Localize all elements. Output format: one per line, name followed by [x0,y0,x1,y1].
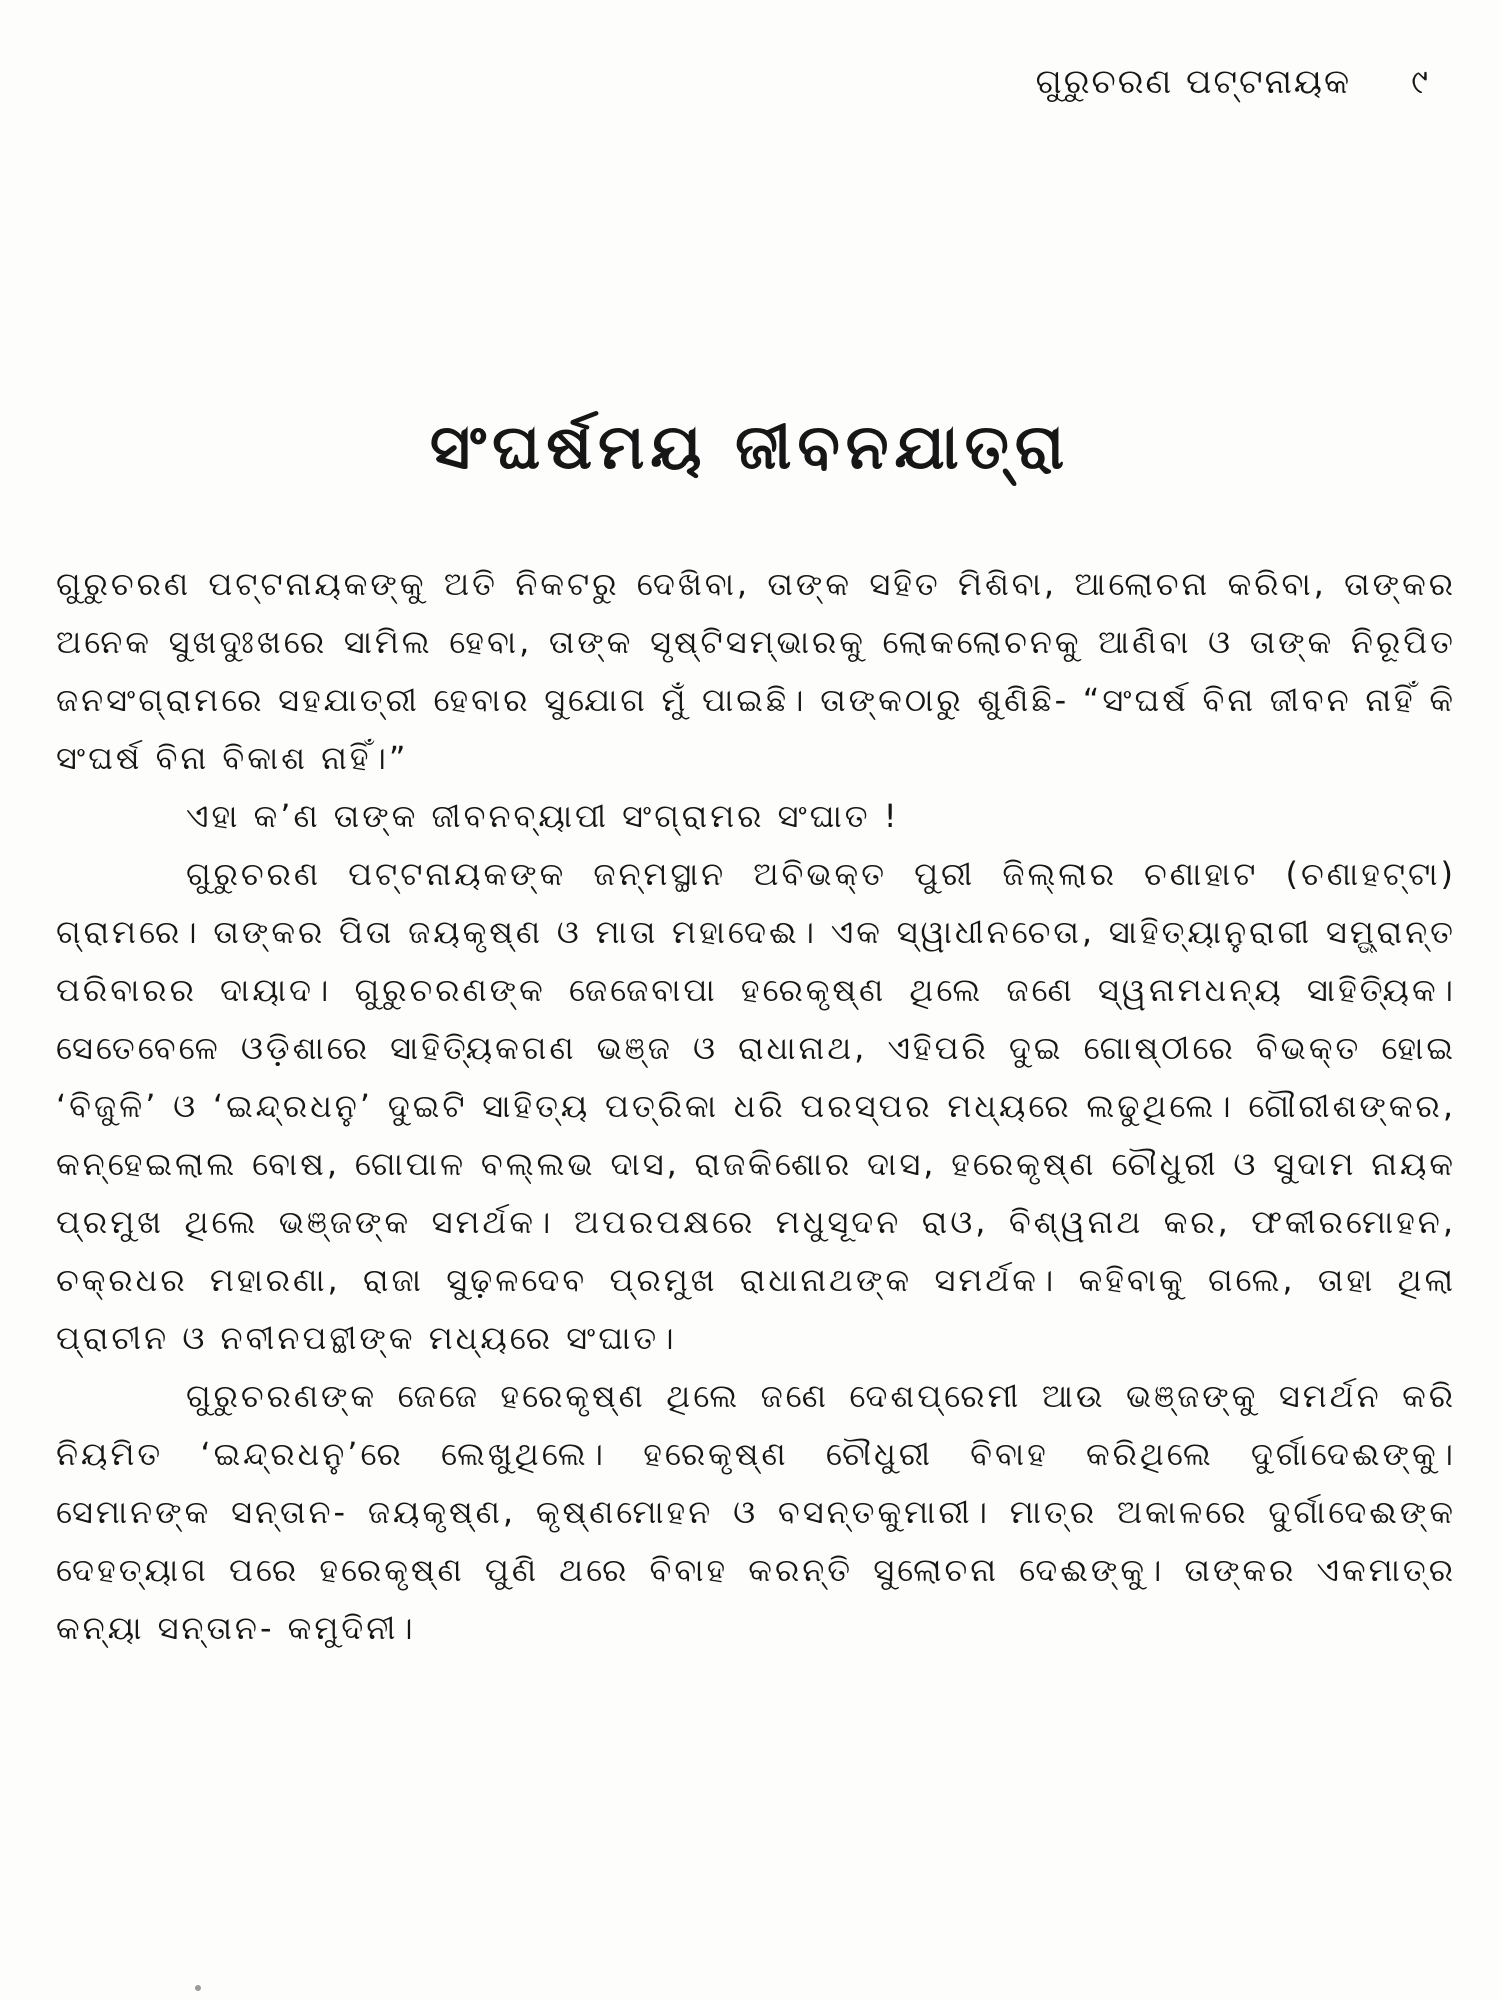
running-title: ଗୁରୁଚରଣ ପଟ୍ଟନାୟକ [1035,62,1352,102]
paragraph: ଏହା କ’ଣ ତାଙ୍କ ଜୀବନବ୍ୟାପୀ ସଂଗ୍ରାମର ସଂଘାତ ! [186,797,900,835]
chapter-title: ସଂଘର୍ଷମୟ ଜୀବନଯାତ୍ରା [429,410,1071,483]
running-header [1036,62,1430,102]
page-number: ୯ [1411,62,1430,102]
body-text [56,555,1456,1657]
paragraph: ଗୁରୁଚରଣଙ୍କ ଜେଜେ ହରେକୃଷ୍ଣ ଥିଲେ ଜଣେ ଦେଶପ୍ରେମୀ ଆଉ ଭଞ୍ଜଙ୍କୁ ସମର୍ଥନ କରି ନିୟମିତ ‘ଇନ୍ଦ୍ରଧନୁ’ରେ ଲେଖୁଥିଲେ। ହରେକୃଷ୍ଣ ଚୌଧୁରୀ ବିବାହ କରିଥିଲେ ଦୁର୍ଗାଦେଈଙ୍କୁ। ସେମାନଙ୍କ ସନ୍ତାନ- ଜୟକୃଷ୍ଣ, କୃଷ୍ଣମୋହନ ଓ ବସନ୍ତକୁମାରୀ। ମାତ୍ର ଅକାଳରେ ଦୁର୍ଗାଦେଈଙ୍କ ଦେହତ୍ୟାଗ ପରେ ହରେକୃଷ୍ଣ ପୁଣି ଥରେ ବିବାହ କରନ୍ତି ସୁଲୋଚନା ଦେଈଙ୍କୁ। ତାଙ୍କର ଏକମାତ୍ର କନ୍ୟା ସନ୍ତାନ- କମୁଦିନୀ। [56,1377,1456,1647]
paragraph: ଗୁରୁଚରଣ ପଟ୍ଟନାୟକଙ୍କୁ ଅତି ନିକଟରୁ ଦେଖିବା, ତାଙ୍କ ସହିତ ମିଶିବା, ଆଲୋଚନା କରିବା, ତାଙ୍କର ଅନେକ ସୁଖଦୁଃଖରେ ସାମିଲ ହେବା, ତାଙ୍କ ସୃଷ୍ଟିସମ୍ଭାରକୁ ଲୋକଲୋଚନକୁ ଆଣିବା ଓ ତାଙ୍କ ନିରୂପିତ ଜନସଂଗ୍ରାମରେ ସହଯାତ୍ରୀ ହେବାର ସୁଯୋଗ ମୁଁ ପାଇଛି। ତାଙ୍କଠାରୁ ଶୁଣିଛି- “ସଂଘର୍ଷ ବିନା ଜୀବନ ନାହିଁ କି ସଂଘର୍ଷ ବିନା ବିକାଶ ନାହିଁ।” [56,565,1456,777]
paragraph: ଗୁରୁଚରଣ ପଟ୍ଟନାୟକଙ୍କ ଜନ୍ମସ୍ଥାନ ଅବିଭକ୍ତ ପୁରୀ ଜିଲ୍ଲାର ଚଣାହାଟ (ଚଣାହଟ୍ଟା) ଗ୍ରାମରେ। ତାଙ୍କର ପିତା ଜୟକୃଷ୍ଣ ଓ ମାତା ମହାଦେଈ। ଏକ ସ୍ୱାଧୀନଚେତା, ସାହିତ୍ୟାନୁରାଗୀ ସମ୍ଭ୍ରାନ୍ତ ପରିବାରର ଦାୟାଦ। ଗୁରୁଚରଣଙ୍କ ଜେଜେବାପା ହରେକୃଷ୍ଣ ଥିଲେ ଜଣେ ସ୍ୱନାମଧନ୍ୟ ସାହିତ୍ୟିକ। ସେତେବେଳେ ଓଡ଼ିଶାରେ ସାହିତ୍ୟିକଗଣ ଭଞ୍ଜ ଓ ରାଧାନାଥ, ଏହିପରି ଦୁଇ ଗୋଷ୍ଠୀରେ ବିଭକ୍ତ ହୋଇ ‘ବିଜୁଳି’ ଓ ‘ଇନ୍ଦ୍ରଧନୁ’ ଦୁଇଟି ସାହିତ୍ୟ ପତ୍ରିକା ଧରି ପରସ୍ପର ମଧ୍ୟରେ ଲଢୁଥିଲେ। ଗୌରୀଶଙ୍କର, କନ୍ହେଇଲାଲ ବୋଷ, ଗୋପାଳ ବଲ୍ଲଭ ଦାସ, ରାଜକିଶୋର ଦାସ, ହରେକୃଷ୍ଣ ଚୌଧୁରୀ ଓ ସୁଦାମ ନାୟକ ପ୍ରମୁଖ ଥିଲେ ଭଞ୍ଜଙ୍କ ସମର୍ଥକ। ଅପରପକ୍ଷରେ ମଧୁସୂଦନ ରାଓ, ବିଶ୍ୱନାଥ କର, ଫକୀରମୋହନ, ଚକ୍ରଧର ମହାରଣା, ରାଜା ସୁଢ଼ଳଦେବ ପ୍ରମୁଖ ରାଧାନାଥଙ୍କ ସମର୍ଥକ। କହିବାକୁ ଗଲେ, ତାହା ଥିଲା ପ୍ରାଚୀନ ଓ ନବୀନପନ୍ଥୀଙ୍କ ମଧ୍ୟରେ ସଂଘାତ। [56,855,1456,1357]
scan-speck [195,1985,201,1991]
